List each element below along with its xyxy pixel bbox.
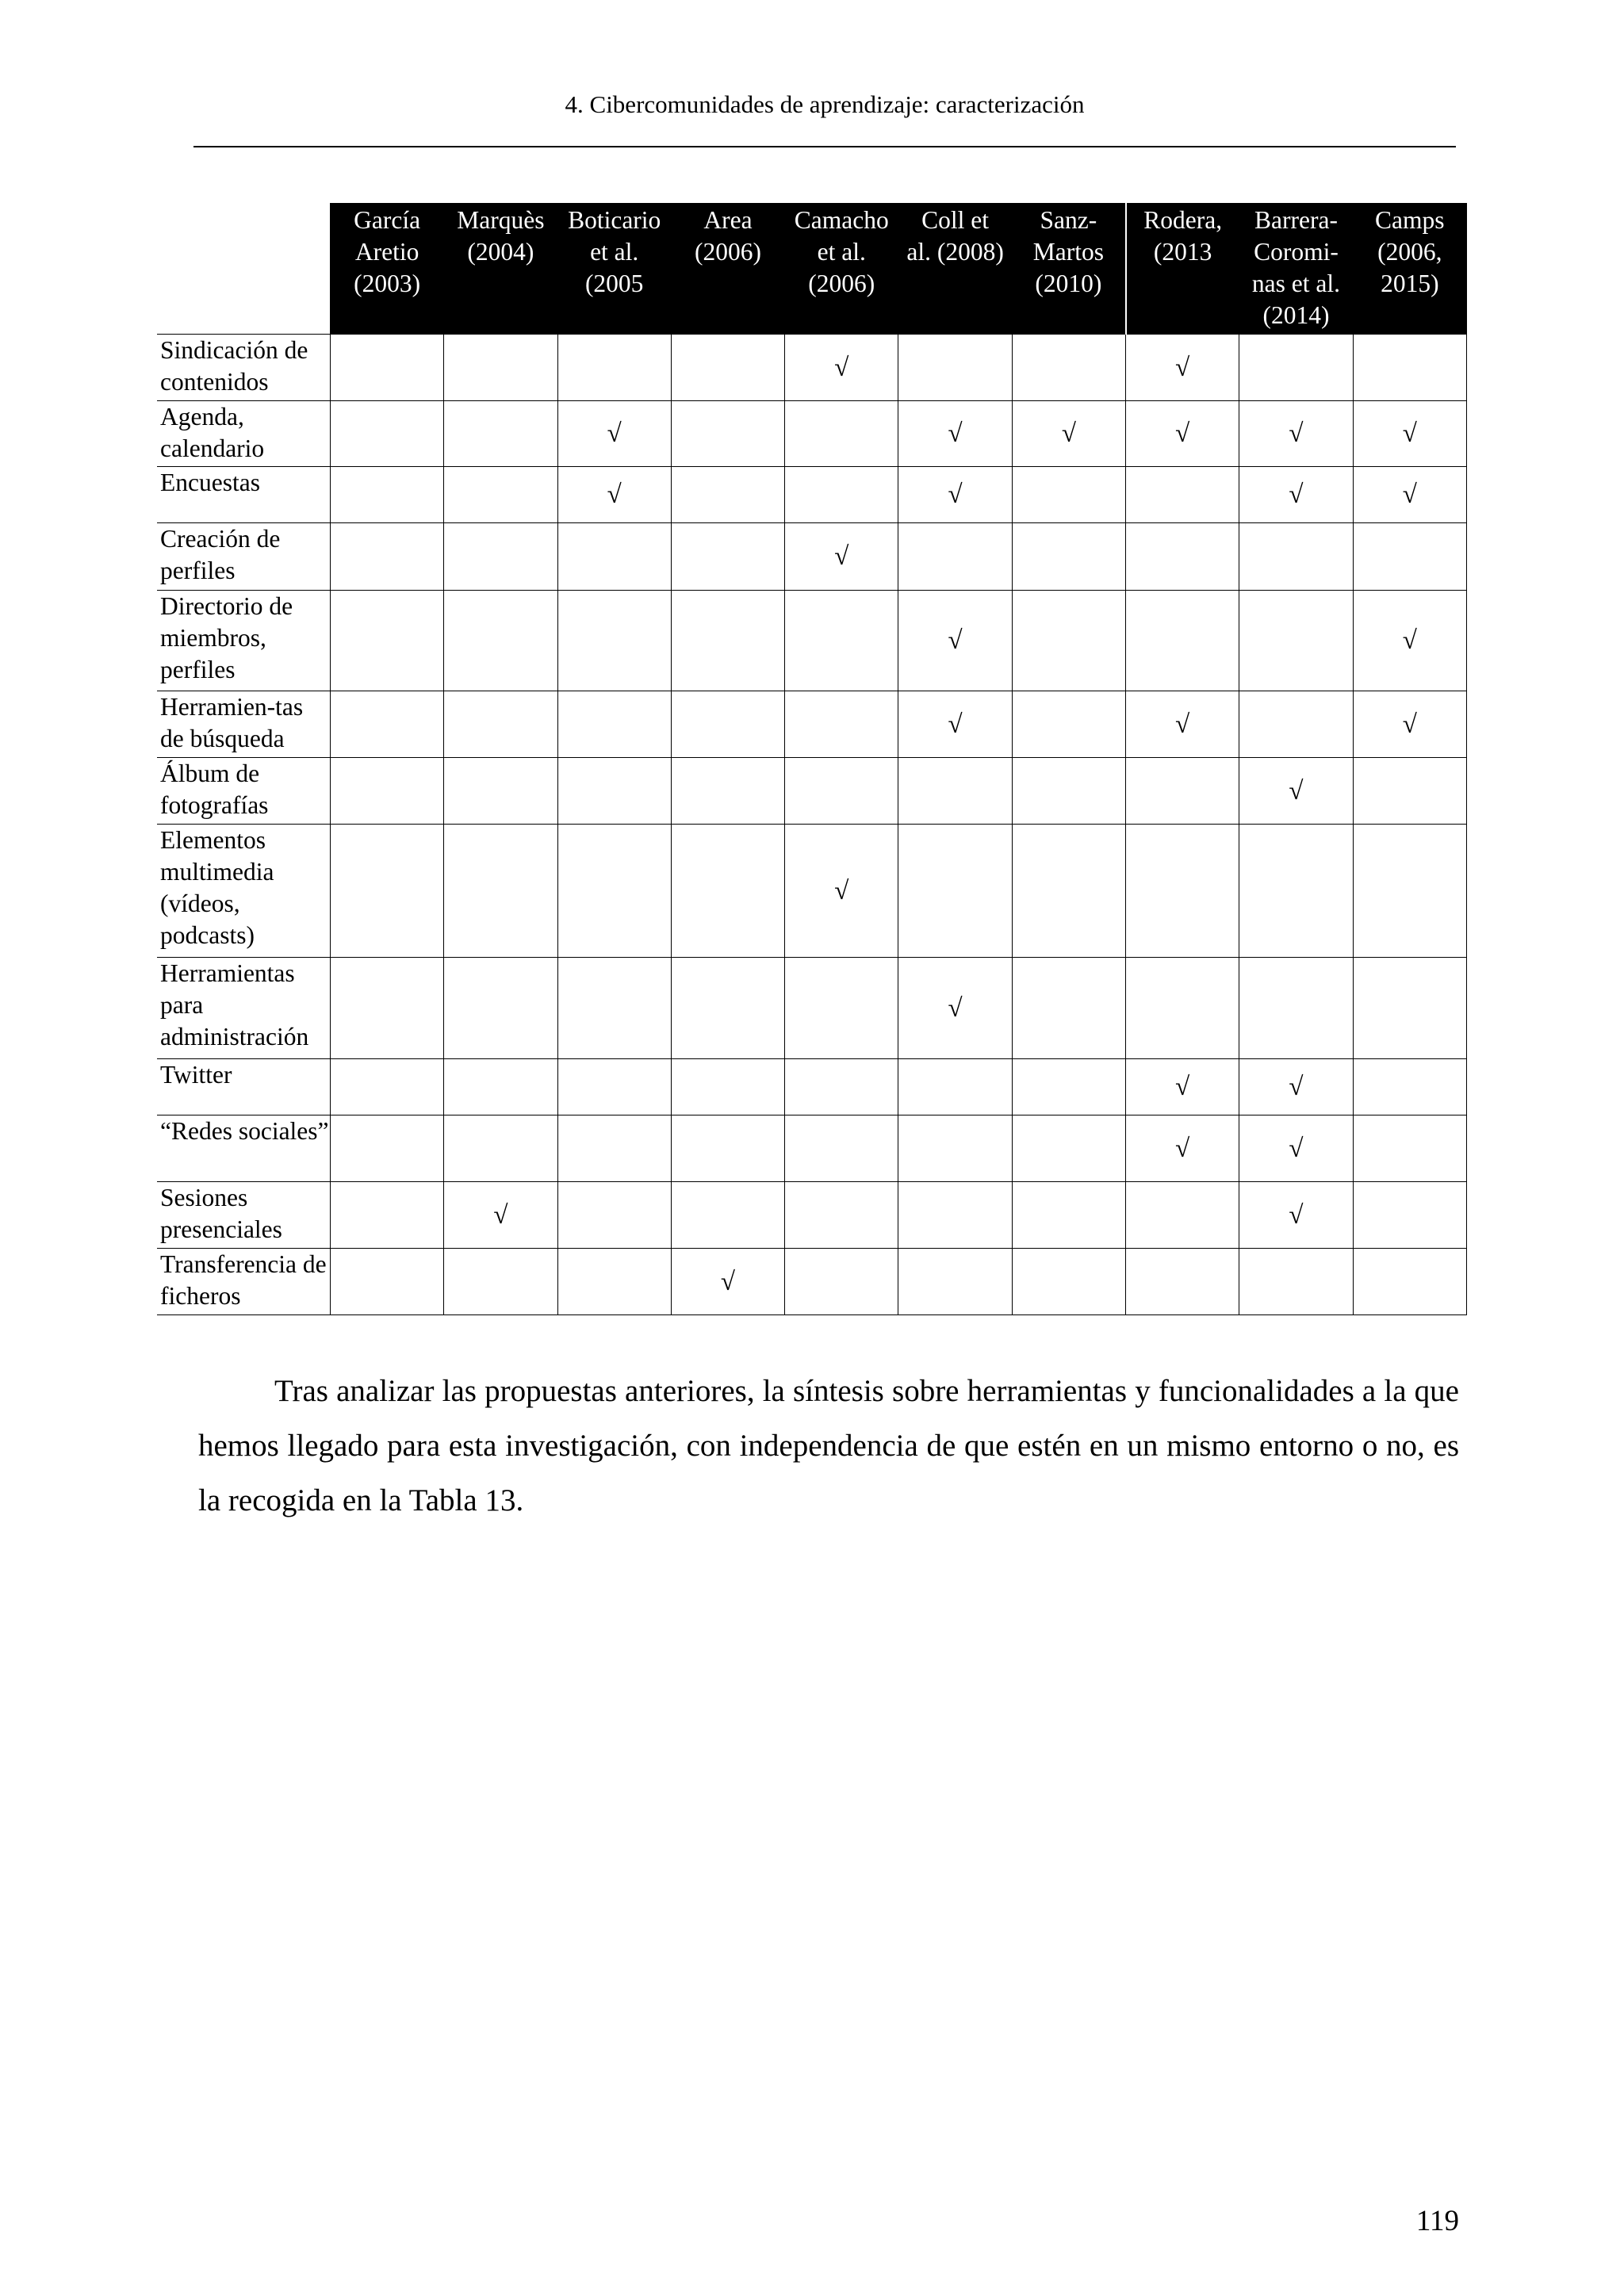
empty-cell <box>1239 958 1353 1059</box>
empty-cell <box>1126 591 1239 691</box>
empty-cell <box>1012 1059 1125 1115</box>
empty-cell <box>671 825 784 958</box>
empty-cell <box>557 691 671 758</box>
check-mark-cell: √ <box>785 335 898 401</box>
empty-cell <box>444 523 557 591</box>
check-mark-cell: √ <box>1239 1182 1353 1249</box>
table-row <box>157 758 1467 825</box>
empty-cell <box>1012 523 1125 591</box>
column-header: García Aretio (2003) <box>330 203 443 335</box>
empty-cell <box>444 1115 557 1182</box>
empty-cell <box>1126 523 1239 591</box>
check-mark-cell: √ <box>671 1249 784 1315</box>
empty-cell <box>1353 825 1466 958</box>
empty-cell <box>330 591 443 691</box>
empty-cell <box>785 958 898 1059</box>
check-mark-cell: √ <box>444 1182 557 1249</box>
check-mark-cell: √ <box>898 691 1012 758</box>
empty-cell <box>1012 1249 1125 1315</box>
empty-cell <box>898 1059 1012 1115</box>
check-mark-cell: √ <box>1126 335 1239 401</box>
empty-cell <box>671 1115 784 1182</box>
empty-cell <box>557 1249 671 1315</box>
empty-cell <box>330 1249 443 1315</box>
check-mark-cell: √ <box>1126 691 1239 758</box>
empty-cell <box>785 1249 898 1315</box>
check-mark-cell: √ <box>1012 401 1125 467</box>
empty-cell <box>671 467 784 523</box>
body-paragraph: Tras analizar las propuestas anteriores, la síntesis sobre herramientas y funcionalidades a la que hemos llegado para esta investigación, con independencia de que estén en un mismo entorno o no, es la recogida en la Tabla 13. <box>198 1374 1459 1517</box>
empty-cell <box>785 758 898 825</box>
empty-cell <box>330 758 443 825</box>
empty-cell <box>330 401 443 467</box>
check-mark-cell: √ <box>785 825 898 958</box>
empty-cell <box>785 401 898 467</box>
empty-cell <box>1353 1249 1466 1315</box>
empty-cell <box>898 523 1012 591</box>
empty-cell <box>1126 958 1239 1059</box>
row-feature-label: Álbum de fotografías <box>157 758 330 825</box>
table-row <box>157 1115 1467 1182</box>
empty-cell <box>557 1059 671 1115</box>
column-header: Sanz- Martos (2010) <box>1012 203 1125 335</box>
empty-cell <box>1239 591 1353 691</box>
empty-cell <box>671 591 784 691</box>
check-mark-cell: √ <box>557 467 671 523</box>
column-header: Coll et al. (2008) <box>898 203 1012 335</box>
empty-cell <box>671 958 784 1059</box>
check-mark-cell: √ <box>1239 758 1353 825</box>
page-number: 119 <box>1415 2205 1459 2237</box>
empty-cell <box>1126 1249 1239 1315</box>
table-row <box>157 335 1467 401</box>
empty-cell <box>671 1059 784 1115</box>
empty-cell <box>330 691 443 758</box>
empty-cell <box>1012 1115 1125 1182</box>
empty-cell <box>330 1115 443 1182</box>
empty-cell <box>1353 335 1466 401</box>
empty-cell <box>671 335 784 401</box>
check-mark-cell: √ <box>1239 1059 1353 1115</box>
empty-cell <box>330 825 443 958</box>
column-header: Camps (2006, 2015) <box>1353 203 1466 335</box>
empty-cell <box>444 958 557 1059</box>
check-mark-cell: √ <box>898 591 1012 691</box>
empty-cell <box>785 691 898 758</box>
empty-cell <box>1353 958 1466 1059</box>
row-feature-label: Agenda, calendario <box>157 401 330 467</box>
table-row <box>157 523 1467 591</box>
empty-cell <box>557 958 671 1059</box>
tools-comparison-table <box>157 203 1467 1315</box>
column-header: Camacho et al. (2006) <box>785 203 898 335</box>
empty-cell <box>1239 523 1353 591</box>
empty-cell <box>1012 1182 1125 1249</box>
empty-cell <box>444 825 557 958</box>
empty-cell <box>898 758 1012 825</box>
running-header: 4. Cibercomunidades de aprendizaje: caracterización <box>565 90 1085 118</box>
table-row <box>157 1249 1467 1315</box>
empty-cell <box>1239 335 1353 401</box>
check-mark-cell: √ <box>1353 591 1466 691</box>
empty-cell <box>1012 467 1125 523</box>
check-mark-cell: √ <box>557 401 671 467</box>
empty-cell <box>330 1059 443 1115</box>
empty-cell <box>557 825 671 958</box>
empty-cell <box>1353 758 1466 825</box>
empty-cell <box>671 691 784 758</box>
check-mark-cell: √ <box>1239 1115 1353 1182</box>
check-mark-cell: √ <box>898 401 1012 467</box>
row-feature-label: Herramientas para administración <box>157 958 330 1059</box>
row-feature-label: “Redes sociales” <box>157 1115 330 1182</box>
table-row <box>157 958 1467 1059</box>
column-header: Boticario et al. (2005 <box>557 203 671 335</box>
empty-cell <box>1126 825 1239 958</box>
row-feature-label: Elementos multimedia (vídeos, podcasts) <box>157 825 330 958</box>
empty-cell <box>898 1182 1012 1249</box>
empty-cell <box>557 335 671 401</box>
empty-cell <box>444 335 557 401</box>
empty-cell <box>330 467 443 523</box>
column-header: Area (2006) <box>671 203 784 335</box>
empty-cell <box>1353 523 1466 591</box>
empty-cell <box>1239 1249 1353 1315</box>
check-mark-cell: √ <box>1126 401 1239 467</box>
empty-cell <box>1126 467 1239 523</box>
empty-cell <box>444 691 557 758</box>
row-feature-label: Sesiones presenciales <box>157 1182 330 1249</box>
empty-cell <box>785 1115 898 1182</box>
column-header: Rodera, (2013 <box>1126 203 1239 335</box>
empty-cell <box>1012 591 1125 691</box>
empty-cell <box>785 1182 898 1249</box>
empty-cell <box>1012 758 1125 825</box>
table-row <box>157 825 1467 958</box>
row-feature-label: Herramien-tas de búsqueda <box>157 691 330 758</box>
empty-cell <box>1239 825 1353 958</box>
check-mark-cell: √ <box>1126 1115 1239 1182</box>
row-feature-label: Creación de perfiles <box>157 523 330 591</box>
empty-cell <box>1353 1182 1466 1249</box>
empty-cell <box>898 825 1012 958</box>
check-mark-cell: √ <box>1239 401 1353 467</box>
empty-cell <box>330 335 443 401</box>
empty-cell <box>444 467 557 523</box>
empty-cell <box>557 758 671 825</box>
table-row <box>157 691 1467 758</box>
check-mark-cell: √ <box>1239 467 1353 523</box>
empty-cell <box>557 591 671 691</box>
empty-cell <box>1353 1059 1466 1115</box>
empty-cell <box>671 758 784 825</box>
check-mark-cell: √ <box>1353 467 1466 523</box>
check-mark-cell: √ <box>785 523 898 591</box>
empty-cell <box>557 1182 671 1249</box>
check-mark-cell: √ <box>1353 401 1466 467</box>
empty-cell <box>785 467 898 523</box>
empty-cell <box>1353 1115 1466 1182</box>
check-mark-cell: √ <box>898 958 1012 1059</box>
empty-cell <box>1012 691 1125 758</box>
check-mark-cell: √ <box>1126 1059 1239 1115</box>
empty-cell <box>557 523 671 591</box>
empty-cell <box>898 335 1012 401</box>
header-rule <box>193 146 1456 147</box>
empty-cell <box>444 758 557 825</box>
empty-cell <box>444 591 557 691</box>
check-mark-cell: √ <box>898 467 1012 523</box>
table-row <box>157 467 1467 523</box>
empty-cell <box>330 958 443 1059</box>
empty-cell <box>671 1182 784 1249</box>
empty-cell <box>444 401 557 467</box>
row-feature-label: Directorio de miembros, perfiles <box>157 591 330 691</box>
empty-cell <box>1012 958 1125 1059</box>
empty-cell <box>898 1249 1012 1315</box>
empty-cell <box>898 1115 1012 1182</box>
empty-cell <box>671 401 784 467</box>
empty-cell <box>444 1249 557 1315</box>
table-header-row <box>157 203 1467 335</box>
empty-cell <box>1012 825 1125 958</box>
empty-cell <box>1239 691 1353 758</box>
empty-cell <box>785 591 898 691</box>
empty-cell <box>785 1059 898 1115</box>
empty-cell <box>444 1059 557 1115</box>
row-feature-label: Twitter <box>157 1059 330 1115</box>
column-header: Barrera- Coromi- nas et al. (2014) <box>1239 203 1353 335</box>
table-corner-cell <box>157 203 330 335</box>
table-row <box>157 401 1467 467</box>
row-feature-label: Encuestas <box>157 467 330 523</box>
row-feature-label: Transferencia de ficheros <box>157 1249 330 1315</box>
empty-cell <box>330 1182 443 1249</box>
empty-cell <box>557 1115 671 1182</box>
column-header: Marquès (2004) <box>444 203 557 335</box>
table-body <box>157 335 1467 1315</box>
empty-cell <box>1126 758 1239 825</box>
empty-cell <box>1012 335 1125 401</box>
table-row <box>157 591 1467 691</box>
empty-cell <box>671 523 784 591</box>
table-row <box>157 1059 1467 1115</box>
table-row <box>157 1182 1467 1249</box>
empty-cell <box>330 523 443 591</box>
check-mark-cell: √ <box>1353 691 1466 758</box>
row-feature-label: Sindicación de contenidos <box>157 335 330 401</box>
empty-cell <box>1126 1182 1239 1249</box>
